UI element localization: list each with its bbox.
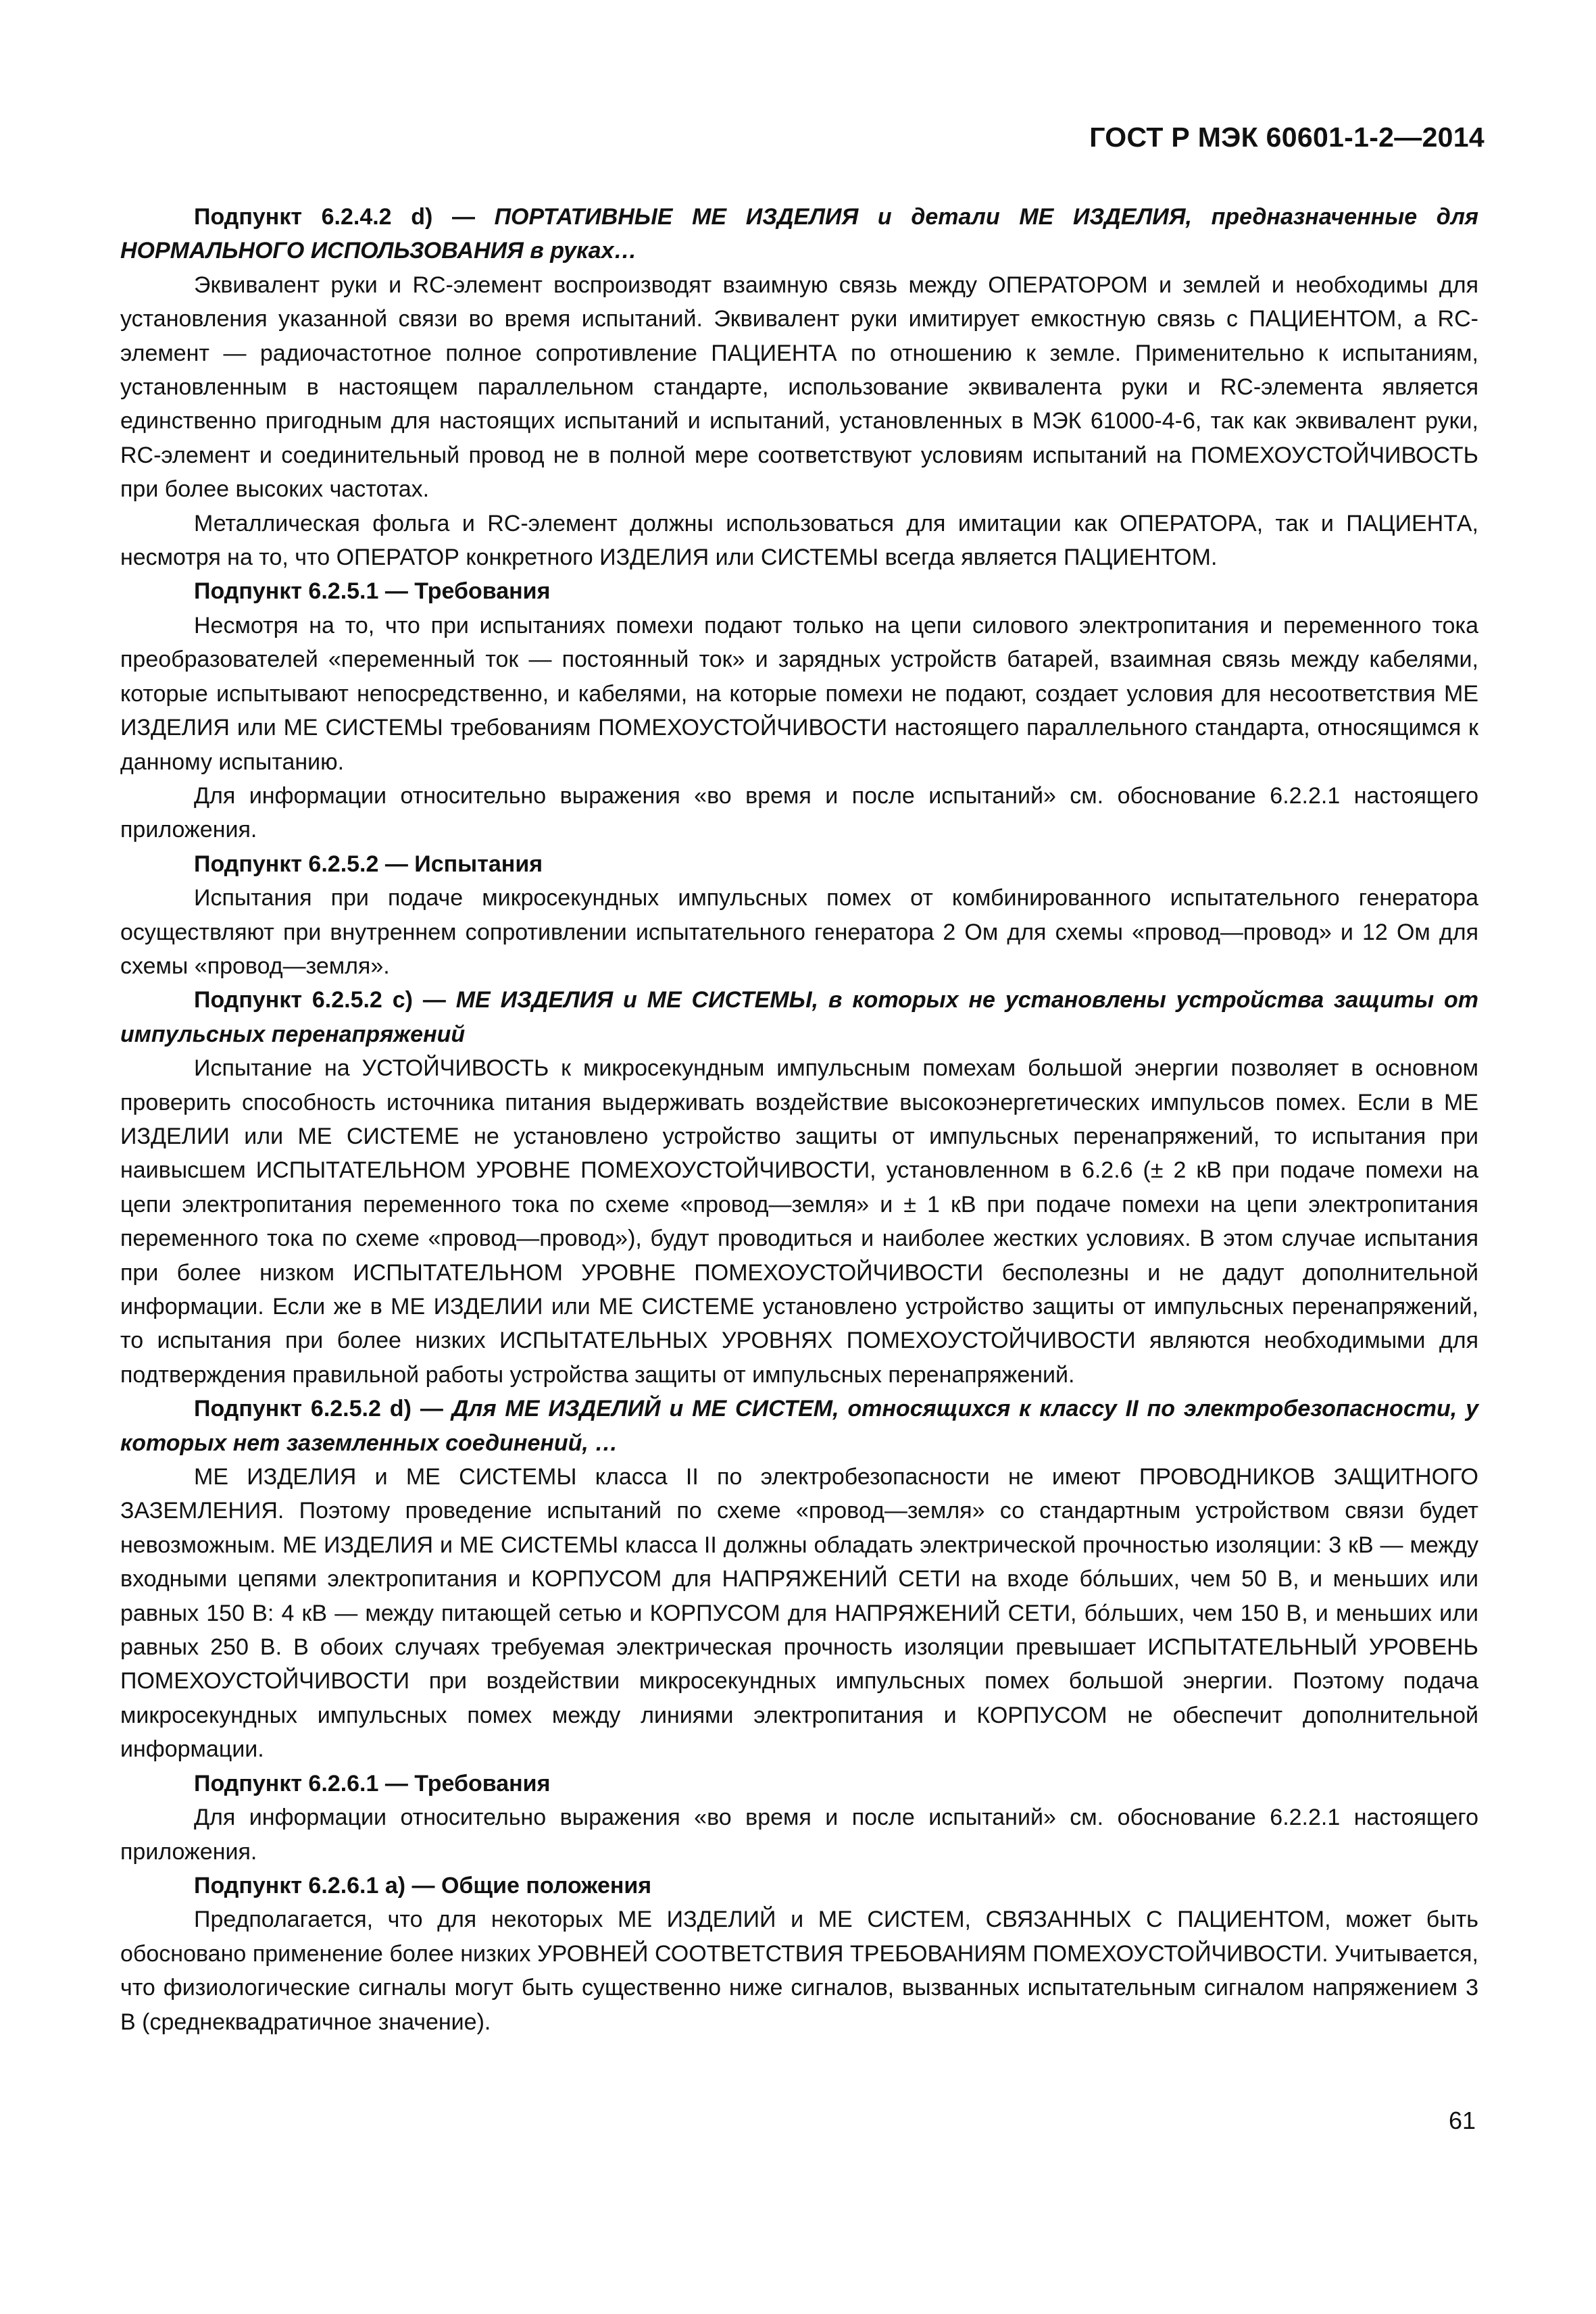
heading-emphasis: Для МЕ ИЗДЕЛИЙ и МЕ СИСТЕМ, относящихся к классу II по электробезопасности, у которых нет заземленных соединений, … (120, 1396, 1479, 1456)
standard-designation: ГОСТ Р МЭК 60601-1-2—2014 (1089, 122, 1485, 153)
page-number: 61 (1448, 2107, 1476, 2134)
body-paragraph: Металлическая фольга и RC-элемент должны использоваться для имитации как ОПЕРАТОРА, так и ПАЦИЕНТА, несмотря на то, что ОПЕРАТОР конкретного ИЗДЕЛИЯ или СИСТЕМЫ всегда является ПАЦИЕНТОМ. (120, 510, 1478, 571)
body-paragraph: МЕ ИЗДЕЛИЯ и МЕ СИСТЕМЫ класса II по электробезопасности не имеют ПРОВОДНИКОВ ЗАЩИТНОГО ЗАЗЕМЛЕНИЯ. Поэтому проведение испытаний по схеме «провод—земля» со стандартным устройством связи будет невозможным. МЕ ИЗДЕЛИЯ и МЕ СИСТЕМЫ класса II должны обладать электрической прочностью изоляции: 3 кВ — между входными цепями электропитания и КОРПУСОМ для НАПРЯЖЕНИЙ СЕТИ на входе бо́льших, чем 50 В, и меньших или равных 150 В: 4 кВ — между питающей сетью и КОРПУСОМ для НАПРЯЖЕНИЙ СЕТИ, бо́льших, чем 150 В, и меньших или равных 250 В. В обоих случаях требуемая электрическая прочность изоляции превышает ИСПЫТАТЕЛЬНЫЙ УРОВЕНЬ ПОМЕХОУСТОЙЧИВОСТИ при воздействии микросекундных импульсных помех большой энергии. Поэтому подача микросекундных импульсных помех между линиями электропитания и КОРПУСОМ не обеспечит дополнительной информации. (120, 1464, 1478, 1763)
section-heading (120, 574, 1478, 608)
heading-lead: Подпункт 6.2.5.1 — Требования (194, 578, 551, 605)
section-heading (120, 1767, 1478, 1801)
heading-emphasis: МЕ ИЗДЕЛИЯ и МЕ СИСТЕМЫ, в которых не установлены устройства защиты от импульсных перенапряжений (120, 987, 1478, 1047)
section-heading (120, 847, 1478, 881)
heading-lead: Подпункт 6.2.6.1 а) — Общие положения (194, 1872, 652, 1898)
heading-lead: Подпункт 6.2.6.1 — Требования (194, 1770, 551, 1796)
heading-emphasis: ПОРТАТИВНЫЕ МЕ ИЗДЕЛИЯ и детали МЕ ИЗДЕЛИЯ, предназначенные для НОРМАЛЬНОГО ИСПОЛЬЗОВАНИЯ в руках… (120, 204, 1478, 264)
heading-lead: Подпункт 6.2.5.2 d) — (194, 1396, 452, 1422)
section-heading (120, 200, 1478, 268)
heading-lead: Подпункт 6.2.5.2 с) — (194, 987, 456, 1013)
document-body (120, 200, 1478, 2039)
section-heading (120, 1869, 1478, 1903)
body-paragraph: Испытания при подаче микросекундных импульсных помех от комбинированного испытательного генератора осуществляют при внутреннем сопротивлении испытательного генератора 2 Ом для схемы «провод—провод» и 12 Ом для схемы «провод—земля». (120, 885, 1478, 979)
body-paragraph: Эквивалент руки и RC-элемент воспроизводят взаимную связь между ОПЕРАТОРОМ и землей и необходимы для установления указанной связи во время испытаний. Эквивалент руки имитирует емкостную связь с ПАЦИЕНТОМ, а RC-элемент — радиочастотное полное сопротивление ПАЦИЕНТА по отношению к земле. Применительно к испытаниям, установленным в настоящем параллельном стандарте, использование эквивалента руки и RC-элемента является единственно пригодным для настоящих испытаний и испытаний, установленных в МЭК 61000-4-6, так как эквивалент руки, RC-элемент и соединительный провод не в полной мере соответствуют условиям испытаний на ПОМЕХОУСТОЙЧИВОСТЬ при более высоких частотах. (120, 272, 1478, 503)
body-paragraph: Предполагается, что для некоторых МЕ ИЗДЕЛИЙ и МЕ СИСТЕМ, СВЯЗАННЫХ С ПАЦИЕНТОМ, может быть обосновано применение более низких УРОВНЕЙ СООТВЕТСТВИЯ ТРЕБОВАНИЯМ ПОМЕХОУСТОЙЧИВОСТИ. Учитывается, что физиологические сигналы могут быть существенно ниже сигналов, вызванных испытательным сигналом напряжением 3 В (среднеквадратичное значение). (120, 1907, 1478, 2035)
body-paragraph: Для информации относительно выражения «во время и после испытаний» см. обоснование 6.2.2.1 настоящего приложения. (120, 1805, 1478, 1865)
section-heading (120, 1392, 1478, 1460)
body-paragraph: Испытание на УСТОЙЧИВОСТЬ к микросекундным импульсным помехам большой энергии позволяет в основном проверить способность источника питания выдерживать воздействие высокоэнергетических импульсов помех. Если в МЕ ИЗДЕЛИИ или МЕ СИСТЕМЕ не установлено устройство защиты от импульсных перенапряжений, то испытания при наивысшем ИСПЫТАТЕЛЬНОМ УРОВНЕ ПОМЕХОУСТОЙЧИВОСТИ, установленном в 6.2.6 (± 2 кВ при подаче помехи на цепи электропитания переменного тока по схеме «провод—земля» и ± 1 кВ при подаче помехи на цепи электропитания переменного тока по схеме «провод—провод»), будут проводиться и наиболее жестких условиях. В этом случае испытания при более низком ИСПЫТАТЕЛЬНОМ УРОВНЕ ПОМЕХОУСТОЙЧИВОСТИ бесполезны и не дадут дополнительной информации. Если же в МЕ ИЗДЕЛИИ или МЕ СИСТЕМЕ установлено устройство защиты от импульсных перенапряжений, то испытания при более низких ИСПЫТАТЕЛЬНЫХ УРОВНЯХ ПОМЕХОУСТОЙЧИВОСТИ являются необходимыми для подтверждения правильной работы устройства защиты от импульсных перенапряжений. (120, 1055, 1478, 1388)
heading-lead: Подпункт 6.2.5.2 — Испытания (194, 851, 543, 877)
body-paragraph: Для информации относительно выражения «во время и после испытаний» см. обоснование 6.2.2.1 настоящего приложения. (120, 782, 1478, 843)
section-heading (120, 983, 1478, 1051)
body-paragraph: Несмотря на то, что при испытаниях помехи подают только на цепи силового электропитания и переменного тока преобразователей «переменный ток — постоянный ток» и зарядных устройств батарей, взаимная связь между кабелями, которые испытывают непосредственно, и кабелями, на которые помехи не подают, создает условия для несоответствия МЕ ИЗДЕЛИЯ или МЕ СИСТЕМЫ требованиям ПОМЕХОУСТОЙЧИВОСТИ настоящего параллельного стандарта, относящимся к данному испытанию. (120, 612, 1478, 775)
heading-lead: Подпункт 6.2.4.2 d) — (194, 204, 495, 230)
